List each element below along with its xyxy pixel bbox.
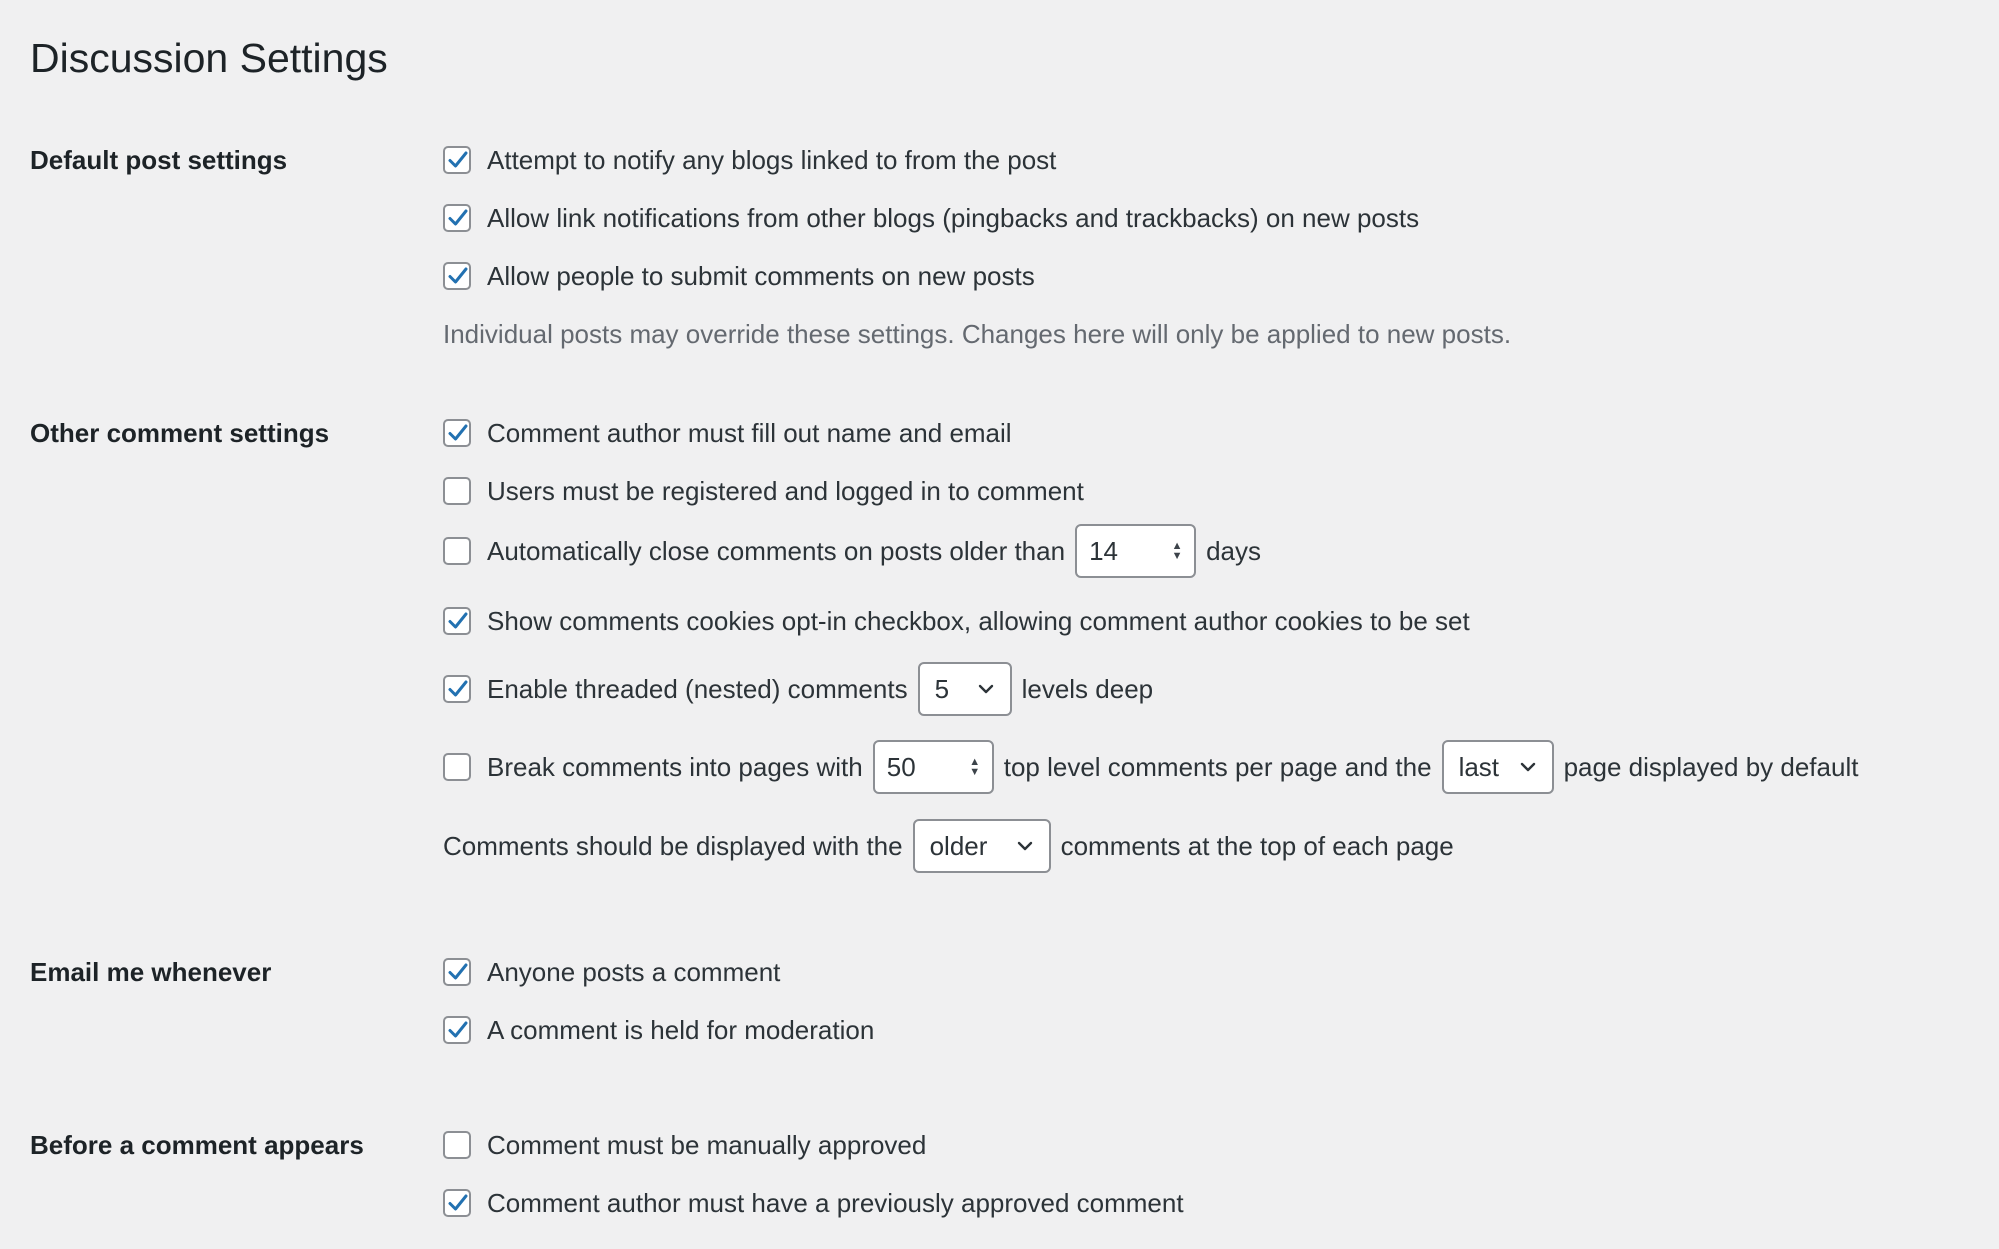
option-label: Allow people to submit comments on new posts [487,261,1035,291]
close-days-value: 14 [1089,536,1118,566]
option-label: Attempt to notify any blogs linked to from the post [487,145,1057,175]
comments-per-page-input[interactable] [873,740,994,794]
option-label: Break comments into pages with [487,752,863,782]
checkbox-allow-comments[interactable] [443,262,471,290]
option-manual-approval[interactable] [443,1127,926,1163]
checkbox-link-notifications[interactable] [443,204,471,232]
checkbox-notify-blogs[interactable] [443,146,471,174]
chevron-down-icon [1518,757,1538,777]
close-days-input[interactable] [1075,524,1196,578]
checkbox-held-moderation[interactable] [443,1016,471,1044]
option-anyone-posts[interactable] [443,954,780,990]
default-post-description: Individual posts may override these settings. Changes here will only be applied to new posts. [443,319,1512,349]
option-link-notifications[interactable] [443,200,1419,236]
checkbox-name-email[interactable] [443,419,471,447]
option-label: Comment must be manually approved [487,1130,927,1160]
option-label-after: days [1206,536,1261,566]
option-allow-comments[interactable] [443,258,1035,294]
option-label: Comment author must have a previously approved comment [487,1188,1184,1218]
option-label: Enable threaded (nested) comments [487,674,908,704]
section-label-before-appears: Before a comment appears [30,1130,364,1160]
option-label: A comment is held for moderation [487,1015,875,1045]
option-previously-approved[interactable] [443,1185,1184,1221]
option-auto-close [443,524,1261,578]
chevron-down-icon [1015,836,1035,856]
option-order [443,819,1454,873]
option-label: Show comments cookies opt-in checkbox, allowing comment author cookies to be set [487,606,1470,636]
checkbox-anyone-posts[interactable] [443,958,471,986]
option-label-after: comments at the top of each page [1060,831,1454,861]
checkbox-auto-close[interactable] [443,537,471,565]
checkbox-manual-approval[interactable] [443,1131,471,1159]
spinner-icon[interactable]: ▲ ▼ [969,756,981,778]
comment-order-value: older [929,831,988,861]
thread-depth-select[interactable] [918,662,1012,716]
option-label: Comments should be displayed with the [443,831,903,861]
thread-depth-value: 5 [934,674,950,704]
section-label-default-post: Default post settings [30,145,288,175]
option-label: Allow link notifications from other blogs (pingbacks and trackbacks) on new posts [487,203,1420,233]
option-threaded [443,662,1153,716]
section-label-email: Email me whenever [30,957,272,987]
section-label-other-comment: Other comment settings [30,418,330,448]
option-label-after: page displayed by default [1563,752,1859,782]
option-label: Users must be registered and logged in to comment [487,476,1084,506]
comments-per-page-value: 50 [886,752,916,782]
option-label-middle: top level comments per page and the [1003,752,1432,782]
option-cookies[interactable] [443,603,1470,639]
spinner-icon[interactable]: ▲ ▼ [1171,540,1183,562]
chevron-down-icon [976,679,996,699]
option-registered[interactable] [443,473,1084,509]
option-label: Anyone posts a comment [487,957,781,987]
default-page-value: last [1458,752,1500,782]
checkbox-previously-approved[interactable] [443,1189,471,1217]
option-held-moderation[interactable] [443,1012,874,1048]
default-page-select[interactable] [1442,740,1554,794]
comment-order-select[interactable] [913,819,1051,873]
option-label-after: levels deep [1021,674,1154,704]
option-label: Comment author must fill out name and email [487,418,1012,448]
checkbox-registered[interactable] [443,477,471,505]
option-paged [443,740,1858,794]
option-label: Automatically close comments on posts older than [487,536,1066,566]
checkbox-cookies[interactable] [443,607,471,635]
checkbox-threaded[interactable] [443,675,471,703]
option-name-email[interactable] [443,415,1012,451]
page-title: Discussion Settings [30,35,388,81]
checkbox-paged[interactable] [443,753,471,781]
option-notify-blogs[interactable] [443,142,1056,178]
